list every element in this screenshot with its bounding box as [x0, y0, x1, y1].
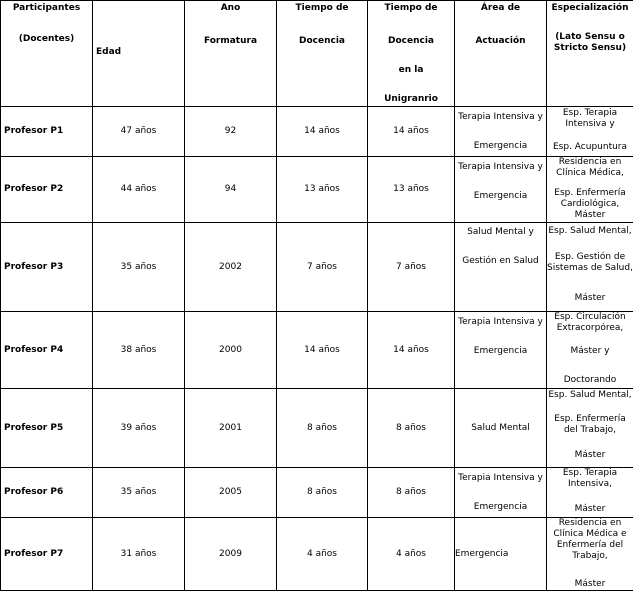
- cell-tiempo-unigranrio: 8 años: [368, 468, 455, 518]
- header-tiempo-unigranrio: [368, 1, 455, 107]
- header-tiempo-unigranrio-line2: Docencia: [368, 36, 454, 47]
- cell-especializacion: [547, 518, 633, 591]
- cell-area: [455, 223, 547, 312]
- cell-area: [455, 312, 547, 389]
- header-participantes: [1, 1, 93, 107]
- esp-line: Esp. Circulación Extracorpórea,: [547, 312, 633, 334]
- area-line: Emergencia: [455, 502, 546, 513]
- cell-tiempo-unigranrio: 7 años: [368, 223, 455, 312]
- cell-tiempo: 14 años: [277, 312, 368, 389]
- header-ano-label: Ano: [185, 3, 276, 14]
- header-tiempo-unigranrio-line3: en la: [368, 65, 454, 76]
- area-line: Terapia Intensiva y: [455, 162, 546, 173]
- cell-tiempo-unigranrio: 14 años: [368, 312, 455, 389]
- header-esp-line1: Especialización: [547, 3, 633, 14]
- cell-tiempo: 13 años: [277, 157, 368, 223]
- header-edad: [93, 1, 185, 107]
- cell-ano: 2009: [185, 518, 277, 591]
- esp-line: Máster: [547, 504, 633, 515]
- cell-area: [455, 107, 547, 157]
- table-row: [1, 107, 633, 157]
- cell-tiempo-unigranrio: 8 años: [368, 389, 455, 468]
- cell-area: [455, 157, 547, 223]
- header-ano-formatura: [185, 1, 277, 107]
- cell-especializacion: [547, 157, 633, 223]
- cell-tiempo: 8 años: [277, 468, 368, 518]
- table-row: [1, 389, 633, 468]
- header-esp-line2: (Lato Sensu o: [547, 32, 633, 43]
- cell-ano: 2001: [185, 389, 277, 468]
- area-line: Terapia Intensiva y: [455, 317, 546, 328]
- header-tiempo-docencia-line1: Tiempo de: [277, 3, 367, 14]
- cell-tiempo-unigranrio: 14 años: [368, 107, 455, 157]
- header-edad-label: Edad: [96, 47, 184, 58]
- cell-edad: 39 años: [93, 389, 185, 468]
- header-tiempo-unigranrio-line4: Unigranrio: [368, 94, 454, 105]
- header-esp-line3: Stricto Sensu): [547, 43, 633, 54]
- cell-area: [455, 468, 547, 518]
- cell-participante: Profesor P7: [1, 518, 93, 591]
- cell-tiempo: 4 años: [277, 518, 368, 591]
- area-line: Emergencia: [455, 141, 546, 152]
- esp-line: Máster y: [547, 346, 633, 357]
- cell-edad: 38 años: [93, 312, 185, 389]
- cell-especializacion: [547, 223, 633, 312]
- cell-edad: 35 años: [93, 223, 185, 312]
- esp-line: Esp. Salud Mental,: [547, 390, 633, 401]
- header-tiempo-unigranrio-line1: Tiempo de: [368, 3, 454, 14]
- header-area: [455, 1, 547, 107]
- table-row: [1, 468, 633, 518]
- header-docentes-label: (Docentes): [1, 34, 92, 45]
- cell-participante: Profesor P2: [1, 157, 93, 223]
- esp-line: Esp. Terapia Intensiva,: [547, 468, 633, 490]
- esp-line: Esp. Salud Mental,: [547, 226, 633, 237]
- area-line: Emergencia: [455, 346, 546, 357]
- cell-especializacion: [547, 389, 633, 468]
- area-line: Terapia Intensiva y: [455, 112, 546, 123]
- cell-participante: Profesor P5: [1, 389, 93, 468]
- area-line: Salud Mental y: [455, 227, 546, 238]
- cell-edad: 31 años: [93, 518, 185, 591]
- esp-line: Máster: [547, 293, 633, 304]
- cell-edad: 35 años: [93, 468, 185, 518]
- cell-especializacion: [547, 468, 633, 518]
- table-row: [1, 157, 633, 223]
- header-row: [1, 1, 633, 107]
- cell-especializacion: [547, 312, 633, 389]
- area-line: Gestión en Salud: [455, 256, 546, 267]
- cell-ano: 2005: [185, 468, 277, 518]
- cell-participante: Profesor P1: [1, 107, 93, 157]
- esp-line: Máster: [547, 450, 633, 461]
- table-row: [1, 312, 633, 389]
- cell-tiempo: 7 años: [277, 223, 368, 312]
- cell-participante: Profesor P6: [1, 468, 93, 518]
- esp-line: Máster: [547, 579, 633, 590]
- cell-ano: 2000: [185, 312, 277, 389]
- header-area-line1: Área de: [455, 3, 546, 14]
- area-line: Emergencia: [455, 191, 546, 202]
- cell-area: Emergencia: [455, 518, 547, 591]
- cell-tiempo-unigranrio: 4 años: [368, 518, 455, 591]
- header-area-line2: Actuación: [455, 36, 546, 47]
- cell-edad: 47 años: [93, 107, 185, 157]
- header-tiempo-docencia: [277, 1, 368, 107]
- cell-tiempo: 8 años: [277, 389, 368, 468]
- esp-line: Esp. Terapia Intensiva y: [547, 108, 633, 130]
- header-participantes-label: Participantes: [1, 3, 92, 14]
- table-row: [1, 518, 633, 591]
- cell-especializacion: [547, 107, 633, 157]
- esp-line: Esp. Enfermería Cardiológica, Máster: [547, 188, 633, 221]
- esp-line: Esp. Acupuntura: [547, 142, 633, 153]
- esp-line: Doctorando: [547, 375, 633, 386]
- table-row: [1, 223, 633, 312]
- header-formatura-label: Formatura: [185, 36, 276, 47]
- esp-line: Esp. Enfermería del Trabajo,: [547, 414, 633, 436]
- esp-line: Esp. Gestión de Sistemas de Salud,: [547, 252, 633, 274]
- esp-line: Residencia en Clínica Médica,: [547, 157, 633, 179]
- esp-line: Residencia en Clínica Médica e Enfermería del Trabajo,: [547, 518, 633, 562]
- area-line: Terapia Intensiva y: [455, 473, 546, 484]
- cell-tiempo-unigranrio: 13 años: [368, 157, 455, 223]
- cell-area: Salud Mental: [455, 389, 547, 468]
- cell-edad: 44 años: [93, 157, 185, 223]
- header-tiempo-docencia-line2: Docencia: [277, 36, 367, 47]
- cell-ano: 94: [185, 157, 277, 223]
- header-especializacion: [547, 1, 633, 107]
- cell-ano: 92: [185, 107, 277, 157]
- cell-participante: Profesor P3: [1, 223, 93, 312]
- cell-tiempo: 14 años: [277, 107, 368, 157]
- cell-participante: Profesor P4: [1, 312, 93, 389]
- cell-ano: 2002: [185, 223, 277, 312]
